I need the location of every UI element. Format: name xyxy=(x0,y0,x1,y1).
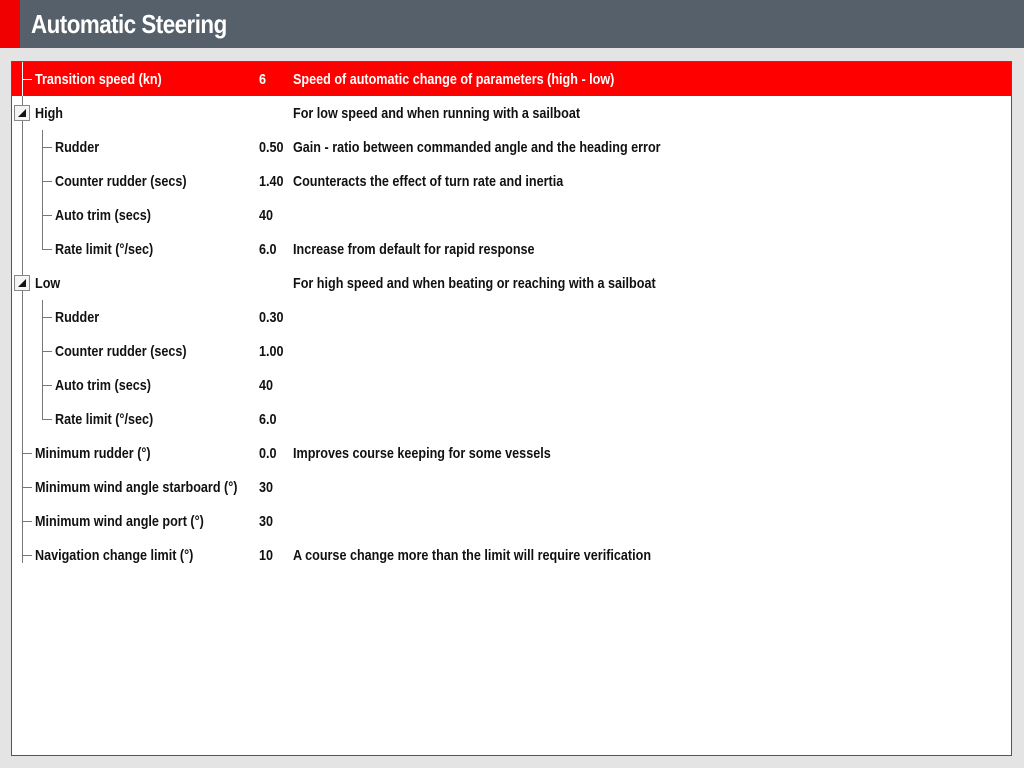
group-label: Low xyxy=(35,275,61,292)
setting-label: Rudder xyxy=(55,309,100,326)
setting-row-low-rate-limit[interactable] xyxy=(12,402,1011,436)
setting-value: 6.0 xyxy=(259,241,277,258)
setting-row-high-auto-trim[interactable] xyxy=(12,198,1011,232)
tree-branch-line xyxy=(42,300,43,420)
group-label: High xyxy=(35,105,63,122)
group-description: For low speed and when running with a sailboat xyxy=(293,105,581,122)
setting-label: Rate limit (°/sec) xyxy=(55,241,154,258)
collapse-triangle-icon[interactable] xyxy=(14,275,30,291)
setting-label: Auto trim (secs) xyxy=(55,207,151,224)
setting-value: 0.30 xyxy=(259,309,284,326)
title-bar xyxy=(0,0,1024,48)
setting-description: Counteracts the effect of turn rate and inertia xyxy=(293,173,564,190)
setting-value: 40 xyxy=(259,377,274,394)
tree-connector xyxy=(22,521,32,522)
setting-row-min-wind-angle-port[interactable] xyxy=(12,504,1011,538)
setting-label: Counter rudder (secs) xyxy=(55,173,187,190)
setting-value: 30 xyxy=(259,479,274,496)
setting-value: 6.0 xyxy=(259,411,277,428)
setting-description: Gain - ratio between commanded angle and the heading error xyxy=(293,139,661,156)
setting-row-high-rudder[interactable] xyxy=(12,130,1011,164)
setting-row-low-auto-trim[interactable] xyxy=(12,368,1011,402)
tree-connector xyxy=(42,215,52,216)
setting-row-transition-speed[interactable] xyxy=(12,62,1011,96)
setting-label: Counter rudder (secs) xyxy=(55,343,187,360)
settings-tree xyxy=(11,61,1012,756)
setting-label: Rudder xyxy=(55,139,100,156)
setting-description: A course change more than the limit will require verification xyxy=(293,547,652,564)
setting-label: Minimum wind angle starboard (°) xyxy=(35,479,238,496)
tree-branch-line xyxy=(42,130,43,250)
tree-connector xyxy=(42,317,52,318)
collapse-triangle-icon[interactable] xyxy=(14,105,30,121)
setting-row-low-rudder[interactable] xyxy=(12,300,1011,334)
tree-connector xyxy=(42,249,52,250)
tree-connector xyxy=(42,181,52,182)
tree-connector xyxy=(22,487,32,488)
tree-connector xyxy=(22,79,32,80)
setting-label: Navigation change limit (°) xyxy=(35,547,194,564)
setting-value: 40 xyxy=(259,207,274,224)
tree-connector xyxy=(22,453,32,454)
setting-label: Minimum rudder (°) xyxy=(35,445,151,462)
setting-value: 0.0 xyxy=(259,445,277,462)
setting-description: Speed of automatic change of parameters (high - low) xyxy=(293,71,615,88)
setting-row-high-counter-rudder[interactable] xyxy=(12,164,1011,198)
setting-value: 6 xyxy=(259,71,267,88)
setting-label: Transition speed (kn) xyxy=(35,71,162,88)
setting-label: Minimum wind angle port (°) xyxy=(35,513,204,530)
setting-row-navigation-change-limit[interactable] xyxy=(12,538,1011,572)
title-accent xyxy=(0,0,20,48)
setting-value: 1.00 xyxy=(259,343,284,360)
setting-value: 30 xyxy=(259,513,274,530)
setting-label: Auto trim (secs) xyxy=(55,377,151,394)
tree-connector xyxy=(42,351,52,352)
setting-value: 10 xyxy=(259,547,274,564)
setting-description: Improves course keeping for some vessels xyxy=(293,445,551,462)
setting-value: 0.50 xyxy=(259,139,284,156)
group-row-low[interactable] xyxy=(12,266,1011,300)
setting-row-low-counter-rudder[interactable] xyxy=(12,334,1011,368)
setting-value: 1.40 xyxy=(259,173,284,190)
group-description: For high speed and when beating or reaching with a sailboat xyxy=(293,275,656,292)
setting-row-minimum-rudder[interactable] xyxy=(12,436,1011,470)
setting-description: Increase from default for rapid response xyxy=(293,241,535,258)
tree-connector xyxy=(42,419,52,420)
tree-connector xyxy=(42,147,52,148)
tree-connector xyxy=(42,385,52,386)
setting-label: Rate limit (°/sec) xyxy=(55,411,154,428)
tree-connector xyxy=(22,555,32,556)
page-title: Automatic Steering xyxy=(31,9,227,39)
group-row-high[interactable] xyxy=(12,96,1011,130)
setting-row-min-wind-angle-starboard[interactable] xyxy=(12,470,1011,504)
setting-row-high-rate-limit[interactable] xyxy=(12,232,1011,266)
